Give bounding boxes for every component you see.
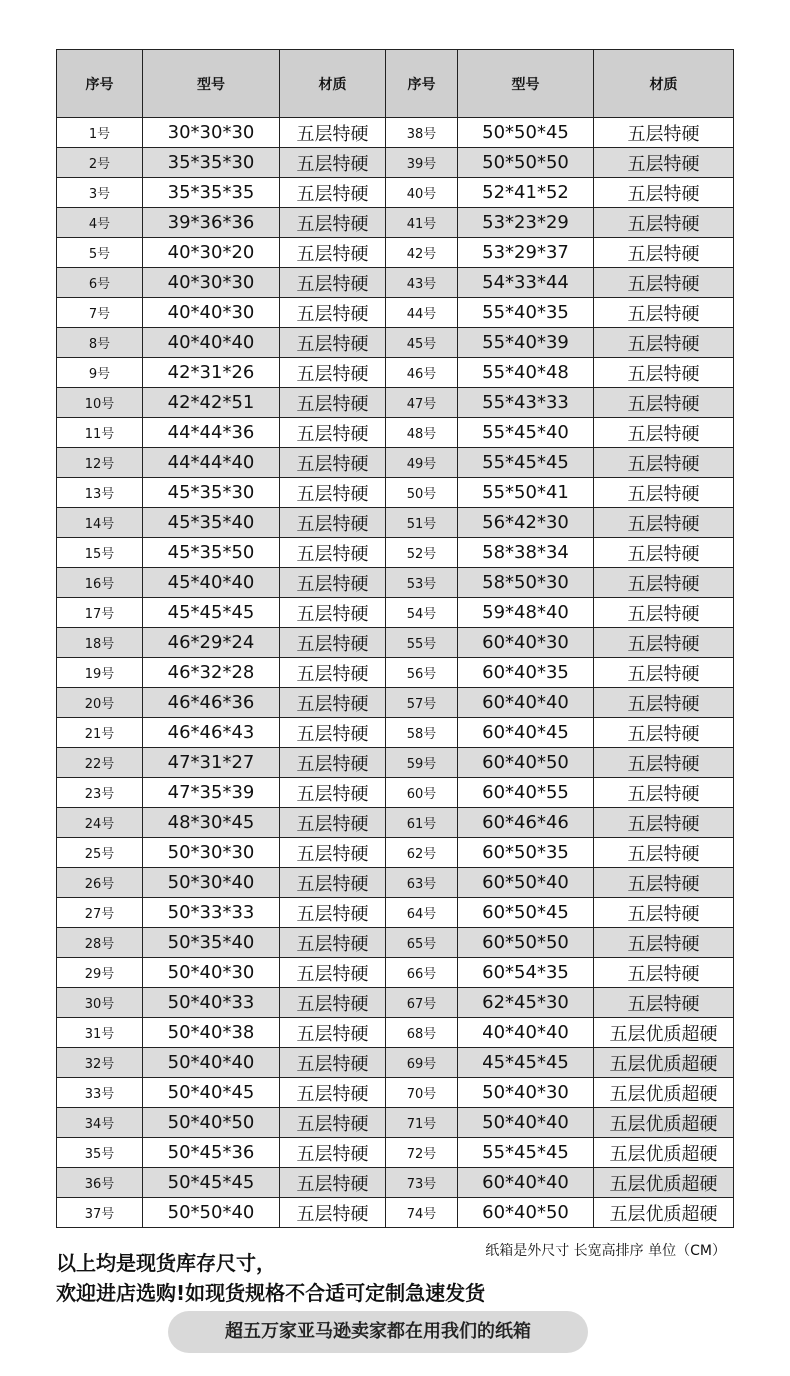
cell-model-left: 45*35*50 — [143, 538, 280, 568]
cell-material-left: 五层特硬 — [280, 208, 386, 238]
cell-model-right: 60*50*35 — [458, 838, 594, 868]
cell-material-left: 五层特硬 — [280, 298, 386, 328]
cell-index-left: 32号 — [57, 1048, 143, 1078]
cell-material-left: 五层特硬 — [280, 268, 386, 298]
cell-material-left: 五层特硬 — [280, 958, 386, 988]
cell-model-right: 50*50*45 — [458, 118, 594, 148]
cell-model-left: 44*44*40 — [143, 448, 280, 478]
cell-index-right: 62号 — [386, 838, 458, 868]
cell-index-right: 55号 — [386, 628, 458, 658]
cell-model-left: 45*45*45 — [143, 598, 280, 628]
table-header-row — [57, 50, 734, 118]
cell-model-right: 50*40*40 — [458, 1108, 594, 1138]
cell-material-left: 五层特硬 — [280, 658, 386, 688]
cell-material-right: 五层特硬 — [594, 598, 734, 628]
cell-model-left: 44*44*36 — [143, 418, 280, 448]
cell-model-left: 35*35*35 — [143, 178, 280, 208]
cell-model-right: 60*40*50 — [458, 748, 594, 778]
table-row — [57, 958, 734, 988]
table-row — [57, 1198, 734, 1228]
cell-model-right: 53*23*29 — [458, 208, 594, 238]
cell-index-right: 38号 — [386, 118, 458, 148]
table-row — [57, 118, 734, 148]
cell-index-right: 73号 — [386, 1168, 458, 1198]
cell-material-right: 五层特硬 — [594, 208, 734, 238]
cell-model-right: 55*45*45 — [458, 448, 594, 478]
cell-material-left: 五层特硬 — [280, 1108, 386, 1138]
cell-index-left: 35号 — [57, 1138, 143, 1168]
cell-material-right: 五层特硬 — [594, 148, 734, 178]
cell-model-left: 50*35*40 — [143, 928, 280, 958]
cell-material-left: 五层特硬 — [280, 1168, 386, 1198]
table-body — [57, 118, 734, 1228]
cell-model-left: 40*40*30 — [143, 298, 280, 328]
cell-model-left: 30*30*30 — [143, 118, 280, 148]
cell-material-left: 五层特硬 — [280, 418, 386, 448]
cell-index-left: 5号 — [57, 238, 143, 268]
table-row — [57, 898, 734, 928]
cell-model-right: 60*50*40 — [458, 868, 594, 898]
cell-model-right: 55*43*33 — [458, 388, 594, 418]
cell-model-left: 50*33*33 — [143, 898, 280, 928]
cell-material-right: 五层特硬 — [594, 808, 734, 838]
cell-material-right: 五层特硬 — [594, 658, 734, 688]
cell-material-right: 五层特硬 — [594, 418, 734, 448]
table-row — [57, 538, 734, 568]
table-row — [57, 868, 734, 898]
table-row — [57, 328, 734, 358]
cell-index-left: 23号 — [57, 778, 143, 808]
cell-material-left: 五层特硬 — [280, 988, 386, 1018]
stock-notice-line-2: 欢迎进店选购!如现货规格不合适可定制急速发货 — [56, 1281, 486, 1305]
table-row — [57, 178, 734, 208]
cell-material-right: 五层优质超硬 — [594, 1138, 734, 1168]
table-row — [57, 1138, 734, 1168]
cell-index-right: 60号 — [386, 778, 458, 808]
cell-index-right: 51号 — [386, 508, 458, 538]
cell-index-left: 27号 — [57, 898, 143, 928]
cell-index-right: 65号 — [386, 928, 458, 958]
cell-material-right: 五层特硬 — [594, 508, 734, 538]
header-material-left: 材质 — [280, 50, 386, 118]
table-row — [57, 418, 734, 448]
cell-index-left: 18号 — [57, 628, 143, 658]
cell-index-left: 4号 — [57, 208, 143, 238]
cell-material-right: 五层特硬 — [594, 838, 734, 868]
table-row — [57, 718, 734, 748]
box-size-table — [56, 49, 734, 1228]
cell-model-right: 52*41*52 — [458, 178, 594, 208]
cell-material-left: 五层特硬 — [280, 808, 386, 838]
cell-index-left: 15号 — [57, 538, 143, 568]
cell-index-right: 57号 — [386, 688, 458, 718]
cell-material-right: 五层特硬 — [594, 568, 734, 598]
table-row — [57, 238, 734, 268]
cell-index-right: 47号 — [386, 388, 458, 418]
cell-material-right: 五层特硬 — [594, 238, 734, 268]
cell-model-left: 47*31*27 — [143, 748, 280, 778]
cell-material-left: 五层特硬 — [280, 238, 386, 268]
cell-index-left: 33号 — [57, 1078, 143, 1108]
cell-material-left: 五层特硬 — [280, 1048, 386, 1078]
table-row — [57, 658, 734, 688]
table-row — [57, 1018, 734, 1048]
table-row — [57, 598, 734, 628]
promo-banner: 超五万家亚马逊卖家都在用我们的纸箱 — [168, 1311, 588, 1353]
cell-model-left: 50*50*40 — [143, 1198, 280, 1228]
cell-model-right: 60*46*46 — [458, 808, 594, 838]
cell-model-left: 50*40*50 — [143, 1108, 280, 1138]
cell-material-right: 五层优质超硬 — [594, 1108, 734, 1138]
cell-index-left: 11号 — [57, 418, 143, 448]
cell-model-right: 60*50*50 — [458, 928, 594, 958]
cell-model-left: 50*45*36 — [143, 1138, 280, 1168]
cell-model-right: 60*50*45 — [458, 898, 594, 928]
cell-material-left: 五层特硬 — [280, 358, 386, 388]
cell-index-right: 49号 — [386, 448, 458, 478]
table-row — [57, 1048, 734, 1078]
table-row — [57, 268, 734, 298]
cell-index-right: 40号 — [386, 178, 458, 208]
stock-notice — [56, 1248, 485, 1308]
cell-model-right: 60*40*55 — [458, 778, 594, 808]
cell-material-left: 五层特硬 — [280, 838, 386, 868]
cell-model-left: 46*46*43 — [143, 718, 280, 748]
cell-model-right: 50*50*50 — [458, 148, 594, 178]
stock-notice-line-1: 以上均是现货库存尺寸， — [56, 1251, 276, 1275]
table-row — [57, 388, 734, 418]
cell-material-left: 五层特硬 — [280, 688, 386, 718]
table-row — [57, 688, 734, 718]
cell-model-right: 55*45*45 — [458, 1138, 594, 1168]
table-row — [57, 568, 734, 598]
cell-index-right: 66号 — [386, 958, 458, 988]
cell-index-right: 61号 — [386, 808, 458, 838]
cell-model-right: 62*45*30 — [458, 988, 594, 1018]
cell-material-right: 五层特硬 — [594, 328, 734, 358]
cell-material-left: 五层特硬 — [280, 748, 386, 778]
cell-material-right: 五层特硬 — [594, 628, 734, 658]
cell-material-right: 五层优质超硬 — [594, 1048, 734, 1078]
cell-index-left: 25号 — [57, 838, 143, 868]
cell-model-left: 45*40*40 — [143, 568, 280, 598]
cell-material-left: 五层特硬 — [280, 898, 386, 928]
cell-index-right: 52号 — [386, 538, 458, 568]
cell-material-right: 五层特硬 — [594, 358, 734, 388]
table-row — [57, 1108, 734, 1138]
cell-index-left: 22号 — [57, 748, 143, 778]
cell-index-right: 56号 — [386, 658, 458, 688]
cell-material-right: 五层特硬 — [594, 778, 734, 808]
table-row — [57, 148, 734, 178]
cell-index-right: 72号 — [386, 1138, 458, 1168]
cell-material-right: 五层优质超硬 — [594, 1198, 734, 1228]
cell-material-left: 五层特硬 — [280, 718, 386, 748]
cell-material-right: 五层特硬 — [594, 118, 734, 148]
cell-model-left: 40*30*20 — [143, 238, 280, 268]
cell-index-left: 9号 — [57, 358, 143, 388]
header-model-right: 型号 — [458, 50, 594, 118]
cell-material-left: 五层特硬 — [280, 1018, 386, 1048]
cell-index-left: 20号 — [57, 688, 143, 718]
cell-index-right: 58号 — [386, 718, 458, 748]
table-row — [57, 298, 734, 328]
cell-index-left: 30号 — [57, 988, 143, 1018]
table-row — [57, 628, 734, 658]
cell-index-left: 16号 — [57, 568, 143, 598]
cell-model-right: 55*45*40 — [458, 418, 594, 448]
header-material-right: 材质 — [594, 50, 734, 118]
cell-model-left: 45*35*40 — [143, 508, 280, 538]
cell-index-right: 53号 — [386, 568, 458, 598]
cell-index-left: 3号 — [57, 178, 143, 208]
header-model-left: 型号 — [143, 50, 280, 118]
cell-model-right: 40*40*40 — [458, 1018, 594, 1048]
cell-model-left: 50*40*45 — [143, 1078, 280, 1108]
cell-index-right: 63号 — [386, 868, 458, 898]
cell-material-left: 五层特硬 — [280, 478, 386, 508]
cell-material-left: 五层特硬 — [280, 148, 386, 178]
cell-material-left: 五层特硬 — [280, 868, 386, 898]
cell-model-left: 40*30*30 — [143, 268, 280, 298]
cell-index-left: 10号 — [57, 388, 143, 418]
cell-material-right: 五层优质超硬 — [594, 1018, 734, 1048]
cell-material-left: 五层特硬 — [280, 628, 386, 658]
cell-material-left: 五层特硬 — [280, 778, 386, 808]
cell-model-left: 50*40*40 — [143, 1048, 280, 1078]
size-unit-note: 纸箱是外尺寸 长宽高排序 单位（CM） — [485, 1243, 726, 1259]
cell-model-left: 45*35*30 — [143, 478, 280, 508]
cell-index-right: 45号 — [386, 328, 458, 358]
cell-index-left: 6号 — [57, 268, 143, 298]
cell-model-right: 58*50*30 — [458, 568, 594, 598]
cell-material-left: 五层特硬 — [280, 388, 386, 418]
cell-index-left: 36号 — [57, 1168, 143, 1198]
cell-material-right: 五层特硬 — [594, 958, 734, 988]
cell-model-left: 46*32*28 — [143, 658, 280, 688]
cell-model-left: 50*40*38 — [143, 1018, 280, 1048]
cell-index-left: 37号 — [57, 1198, 143, 1228]
cell-model-left: 46*29*24 — [143, 628, 280, 658]
cell-model-left: 42*42*51 — [143, 388, 280, 418]
table-row — [57, 448, 734, 478]
cell-material-right: 五层特硬 — [594, 178, 734, 208]
cell-index-right: 39号 — [386, 148, 458, 178]
header-index-right: 序号 — [386, 50, 458, 118]
cell-model-left: 42*31*26 — [143, 358, 280, 388]
cell-index-right: 43号 — [386, 268, 458, 298]
cell-index-right: 59号 — [386, 748, 458, 778]
cell-material-right: 五层特硬 — [594, 748, 734, 778]
cell-index-right: 67号 — [386, 988, 458, 1018]
cell-index-left: 8号 — [57, 328, 143, 358]
cell-model-right: 60*40*45 — [458, 718, 594, 748]
cell-index-left: 29号 — [57, 958, 143, 988]
cell-material-right: 五层特硬 — [594, 988, 734, 1018]
cell-index-left: 13号 — [57, 478, 143, 508]
cell-material-left: 五层特硬 — [280, 598, 386, 628]
cell-model-right: 53*29*37 — [458, 238, 594, 268]
cell-material-right: 五层特硬 — [594, 448, 734, 478]
cell-model-left: 50*45*45 — [143, 1168, 280, 1198]
cell-model-right: 55*40*48 — [458, 358, 594, 388]
cell-index-left: 21号 — [57, 718, 143, 748]
table-row — [57, 838, 734, 868]
cell-material-right: 五层优质超硬 — [594, 1078, 734, 1108]
cell-material-left: 五层特硬 — [280, 508, 386, 538]
cell-index-left: 28号 — [57, 928, 143, 958]
cell-model-left: 40*40*40 — [143, 328, 280, 358]
cell-index-left: 17号 — [57, 598, 143, 628]
cell-index-right: 44号 — [386, 298, 458, 328]
cell-index-right: 70号 — [386, 1078, 458, 1108]
cell-model-left: 39*36*36 — [143, 208, 280, 238]
cell-index-right: 69号 — [386, 1048, 458, 1078]
cell-material-right: 五层特硬 — [594, 388, 734, 418]
cell-material-right: 五层特硬 — [594, 268, 734, 298]
cell-index-right: 68号 — [386, 1018, 458, 1048]
cell-model-left: 50*40*33 — [143, 988, 280, 1018]
table-row — [57, 478, 734, 508]
cell-model-right: 60*40*40 — [458, 688, 594, 718]
cell-index-right: 50号 — [386, 478, 458, 508]
cell-material-right: 五层特硬 — [594, 478, 734, 508]
cell-material-right: 五层特硬 — [594, 688, 734, 718]
cell-model-left: 35*35*30 — [143, 148, 280, 178]
cell-material-left: 五层特硬 — [280, 538, 386, 568]
cell-material-left: 五层特硬 — [280, 1198, 386, 1228]
cell-model-right: 55*50*41 — [458, 478, 594, 508]
cell-index-right: 74号 — [386, 1198, 458, 1228]
cell-index-left: 31号 — [57, 1018, 143, 1048]
cell-material-left: 五层特硬 — [280, 1138, 386, 1168]
cell-model-right: 60*54*35 — [458, 958, 594, 988]
cell-material-left: 五层特硬 — [280, 928, 386, 958]
table-row — [57, 358, 734, 388]
table-row — [57, 778, 734, 808]
cell-model-right: 54*33*44 — [458, 268, 594, 298]
cell-material-left: 五层特硬 — [280, 568, 386, 598]
cell-index-left: 26号 — [57, 868, 143, 898]
table-row — [57, 988, 734, 1018]
table-row — [57, 748, 734, 778]
cell-model-right: 60*40*40 — [458, 1168, 594, 1198]
cell-material-left: 五层特硬 — [280, 118, 386, 148]
cell-index-right: 64号 — [386, 898, 458, 928]
cell-material-right: 五层特硬 — [594, 928, 734, 958]
cell-material-left: 五层特硬 — [280, 178, 386, 208]
cell-index-left: 34号 — [57, 1108, 143, 1138]
cell-index-right: 48号 — [386, 418, 458, 448]
cell-index-right: 71号 — [386, 1108, 458, 1138]
cell-model-right: 58*38*34 — [458, 538, 594, 568]
table-row — [57, 808, 734, 838]
cell-model-right: 50*40*30 — [458, 1078, 594, 1108]
cell-index-right: 42号 — [386, 238, 458, 268]
cell-index-left: 24号 — [57, 808, 143, 838]
cell-index-left: 1号 — [57, 118, 143, 148]
cell-model-right: 60*40*30 — [458, 628, 594, 658]
cell-model-right: 55*40*35 — [458, 298, 594, 328]
cell-model-right: 55*40*39 — [458, 328, 594, 358]
cell-index-right: 54号 — [386, 598, 458, 628]
cell-material-left: 五层特硬 — [280, 448, 386, 478]
cell-model-left: 50*30*30 — [143, 838, 280, 868]
cell-model-right: 60*40*35 — [458, 658, 594, 688]
cell-model-left: 47*35*39 — [143, 778, 280, 808]
cell-model-left: 50*40*30 — [143, 958, 280, 988]
cell-material-right: 五层特硬 — [594, 898, 734, 928]
cell-index-left: 14号 — [57, 508, 143, 538]
cell-material-right: 五层特硬 — [594, 298, 734, 328]
table-row — [57, 928, 734, 958]
cell-model-left: 48*30*45 — [143, 808, 280, 838]
cell-material-left: 五层特硬 — [280, 1078, 386, 1108]
cell-material-right: 五层优质超硬 — [594, 1168, 734, 1198]
cell-material-right: 五层特硬 — [594, 538, 734, 568]
cell-index-left: 19号 — [57, 658, 143, 688]
cell-model-right: 59*48*40 — [458, 598, 594, 628]
cell-index-left: 12号 — [57, 448, 143, 478]
cell-material-left: 五层特硬 — [280, 328, 386, 358]
cell-model-right: 45*45*45 — [458, 1048, 594, 1078]
table-row — [57, 1078, 734, 1108]
cell-index-right: 46号 — [386, 358, 458, 388]
cell-index-left: 7号 — [57, 298, 143, 328]
cell-index-right: 41号 — [386, 208, 458, 238]
table-row — [57, 508, 734, 538]
cell-model-left: 50*30*40 — [143, 868, 280, 898]
cell-index-left: 2号 — [57, 148, 143, 178]
table-row — [57, 208, 734, 238]
cell-material-right: 五层特硬 — [594, 868, 734, 898]
cell-model-right: 60*40*50 — [458, 1198, 594, 1228]
header-index-left: 序号 — [57, 50, 143, 118]
cell-model-left: 46*46*36 — [143, 688, 280, 718]
cell-material-right: 五层特硬 — [594, 718, 734, 748]
cell-model-right: 56*42*30 — [458, 508, 594, 538]
table-row — [57, 1168, 734, 1198]
